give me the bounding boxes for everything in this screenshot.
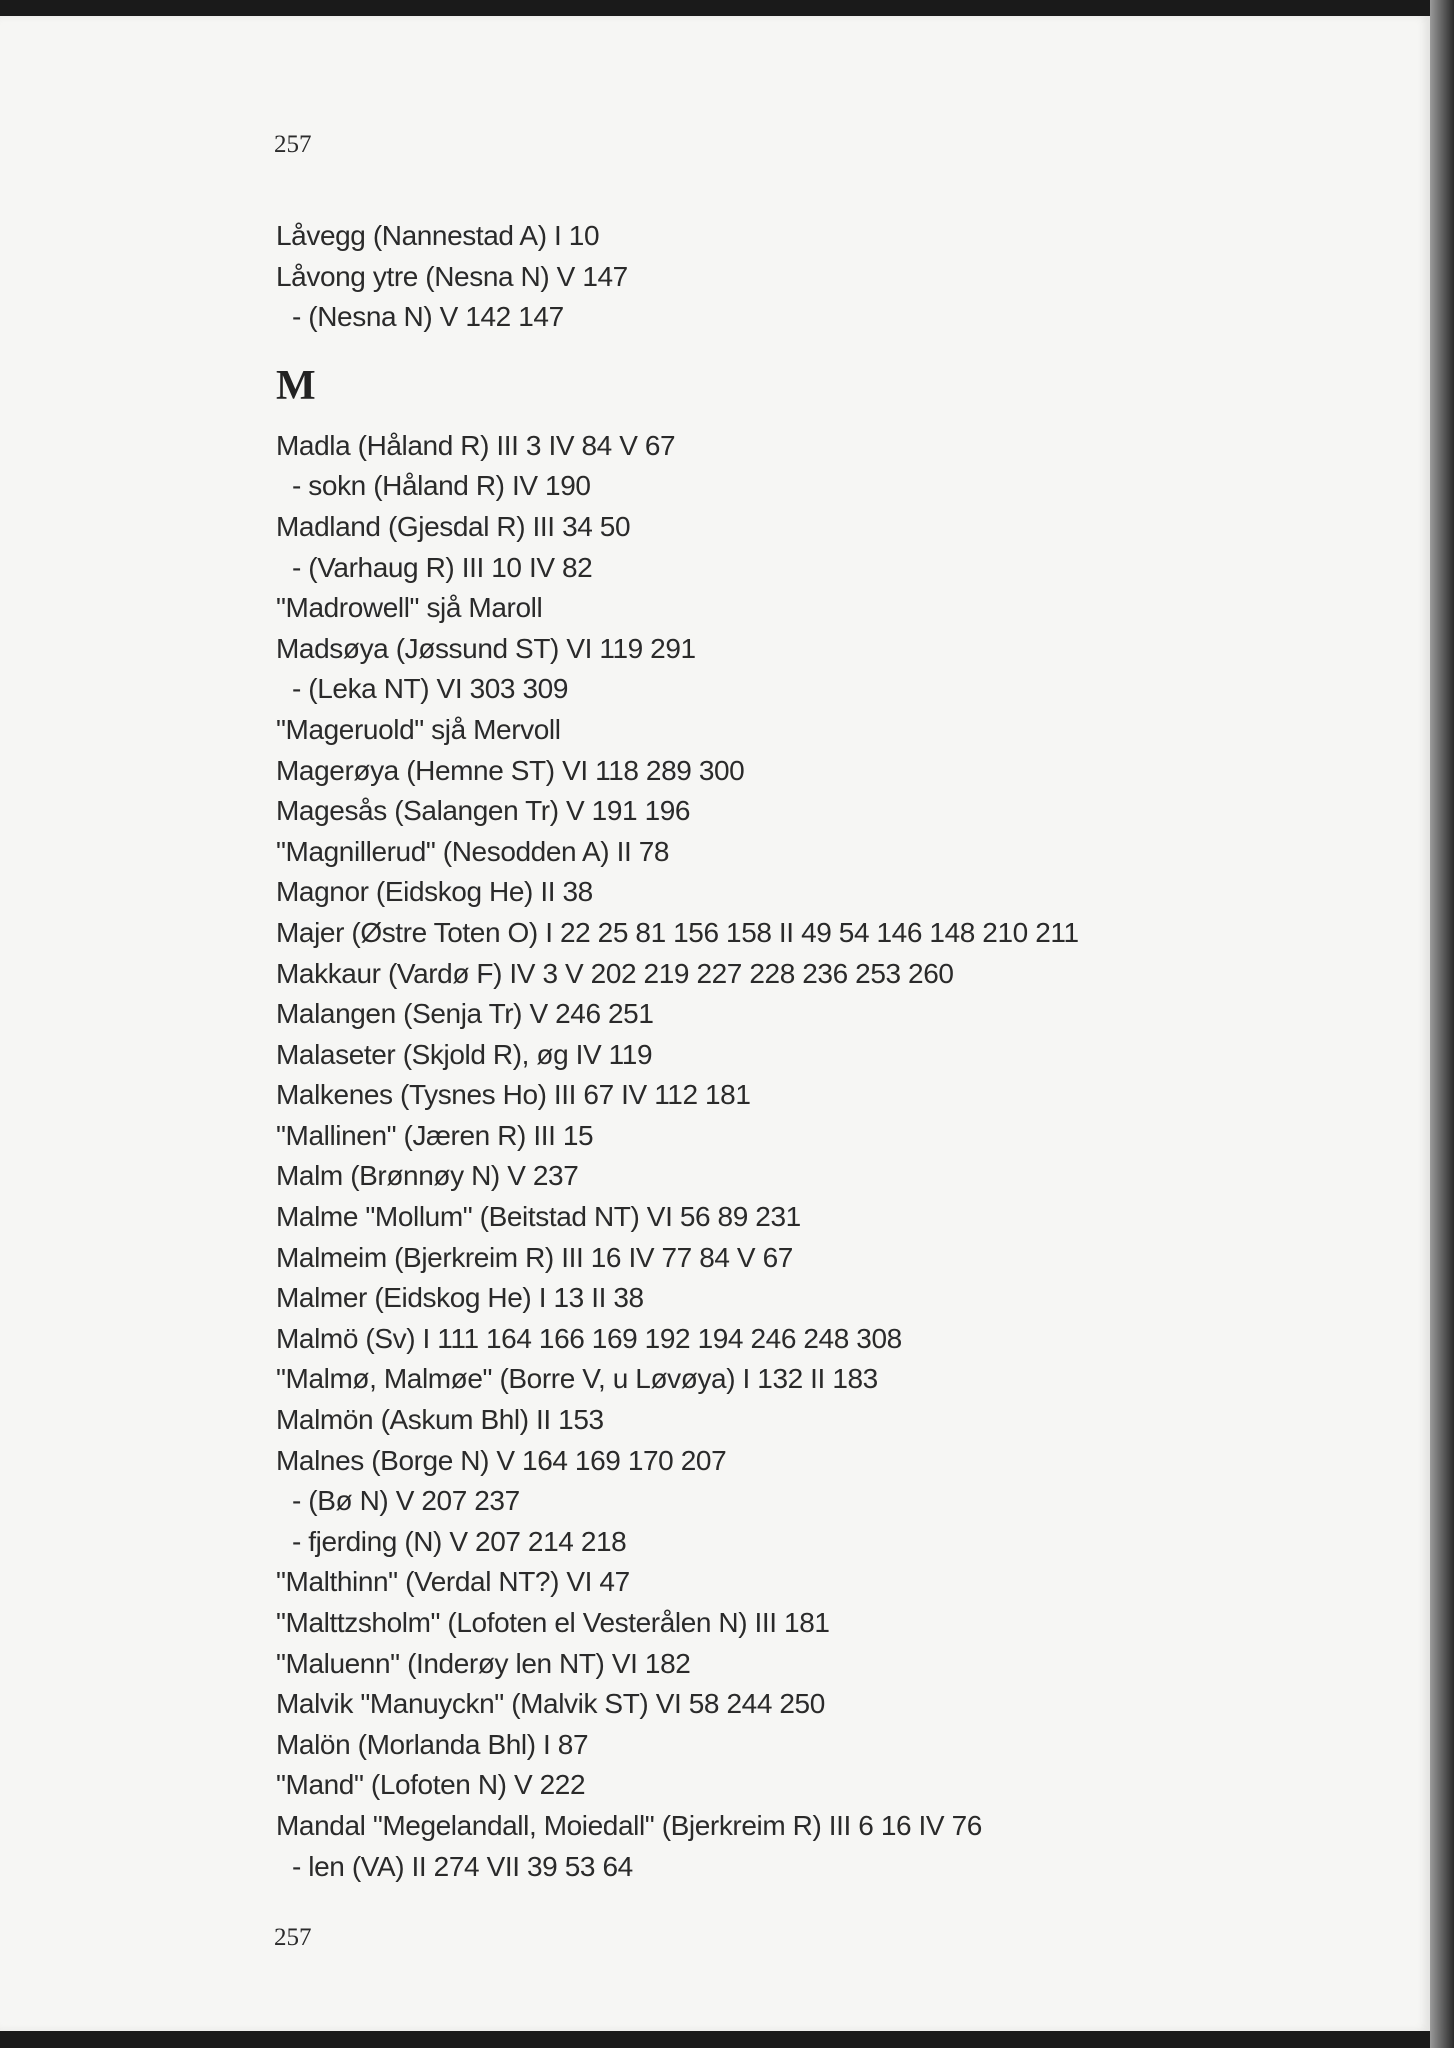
- index-entry: Mandal "Megelandall, Moiedall" (Bjerkreim R) III 6 16 IV 76: [276, 1809, 982, 1841]
- entries-before: [276, 216, 1079, 338]
- index-entry: "Maluenn" (Inderøy len NT) VI 182: [276, 1647, 691, 1679]
- index-subentry: - (Leka NT) VI 303 309: [292, 673, 568, 705]
- index-entry: Malme "Mollum" (Beitstad NT) VI 56 89 231: [276, 1201, 801, 1233]
- index-entry: "Mageruold" sjå Mervoll: [276, 713, 561, 745]
- entries-m: [276, 426, 1079, 1887]
- index-entry: Madland (Gjesdal R) III 34 50: [276, 510, 631, 542]
- index-entry: Makkaur (Vardø F) IV 3 V 202 219 227 228 236 253 260: [276, 957, 954, 989]
- page-number-bottom: 257: [274, 1924, 312, 1951]
- index-entry: Malm (Brønnøy N) V 237: [276, 1160, 579, 1192]
- index-subentry: - fjerding (N) V 207 214 218: [292, 1525, 627, 1557]
- index-entry: Malmö (Sv) I 111 164 166 169 192 194 246 248 308: [276, 1322, 902, 1354]
- index-list: [276, 216, 1079, 1887]
- index-entry: "Madrowell" sjå Maroll: [276, 592, 543, 624]
- index-entry: "Malmø, Malmøe" (Borre V, u Løvøya) I 132 II 183: [276, 1363, 878, 1395]
- index-entry: Malvik "Manuyckn" (Malvik ST) VI 58 244 250: [276, 1688, 825, 1720]
- index-entry: "Malthinn" (Verdal NT?) VI 47: [276, 1566, 630, 1598]
- index-entry: Malmeim (Bjerkreim R) III 16 IV 77 84 V 67: [276, 1241, 793, 1273]
- index-entry: "Mand" (Lofoten N) V 222: [276, 1769, 586, 1801]
- index-entry: "Magnillerud" (Nesodden A) II 78: [276, 835, 670, 867]
- index-entry: Malmön (Askum Bhl) II 153: [276, 1404, 604, 1436]
- index-entry: Malangen (Senja Tr) V 246 251: [276, 998, 654, 1030]
- index-entry: Magesås (Salangen Tr) V 191 196: [276, 795, 691, 827]
- index-entry: "Mallinen" (Jæren R) III 15: [276, 1119, 594, 1151]
- index-entry: Låvong ytre (Nesna N) V 147: [276, 260, 628, 292]
- index-subentry: - (Nesna N) V 142 147: [292, 301, 564, 333]
- document-page: [0, 16, 1430, 2031]
- index-entry: Magerøya (Hemne ST) VI 118 289 300: [276, 754, 745, 786]
- page-number-top: 257: [274, 131, 312, 158]
- index-entry: Magnor (Eidskog He) II 38: [276, 876, 593, 908]
- index-entry: Låvegg (Nannestad A) I 10: [276, 220, 600, 251]
- index-entry: Malnes (Borge N) V 164 169 170 207: [276, 1444, 727, 1476]
- index-subentry: - (Bø N) V 207 237: [292, 1485, 520, 1517]
- scan-edge: [1430, 0, 1454, 2048]
- index-entry: Majer (Østre Toten O) I 22 25 81 156 158 II 49 54 146 148 210 211: [276, 916, 1079, 948]
- index-subentry: - sokn (Håland R) IV 190: [292, 470, 591, 502]
- index-entry: Malön (Morlanda Bhl) I 87: [276, 1728, 589, 1760]
- index-entry: Malkenes (Tysnes Ho) III 67 IV 112 181: [276, 1079, 751, 1111]
- index-entry: Malaseter (Skjold R), øg IV 119: [276, 1038, 653, 1070]
- index-entry: "Malttzsholm" (Lofoten el Vesterålen N) III 181: [276, 1607, 830, 1638]
- index-entry: Madsøya (Jøssund ST) VI 119 291: [276, 632, 696, 664]
- index-entry: Malmer (Eidskog He) I 13 II 38: [276, 1282, 644, 1314]
- index-entry: Madla (Håland R) III 3 IV 84 V 67: [276, 429, 676, 461]
- section-letter-heading: M: [276, 362, 316, 409]
- index-subentry: - len (VA) II 274 VII 39 53 64: [292, 1850, 633, 1882]
- index-subentry: - (Varhaug R) III 10 IV 82: [292, 551, 593, 583]
